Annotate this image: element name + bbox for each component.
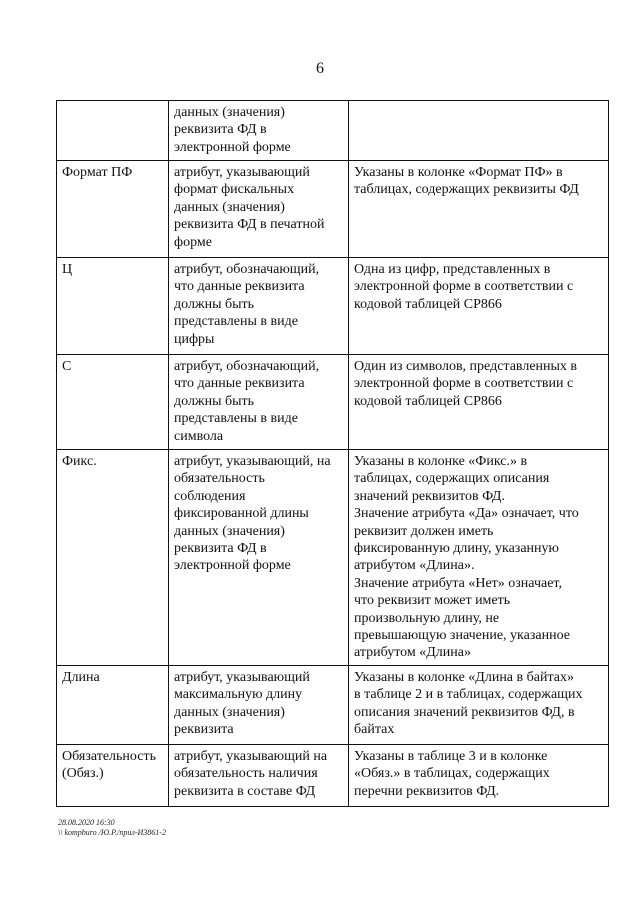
attribute-name-cell: Ц (57, 258, 169, 355)
attribute-name-cell (57, 101, 169, 161)
attribute-notes-cell: Указаны в таблице 3 и в колонке «Обяз.» в таблицах, содержащих перечни реквизитов ФД. (349, 744, 609, 806)
attribute-name-cell: Фикс. (57, 450, 169, 666)
attribute-description-cell: атрибут, указывающий, на обязательность соблюдения фиксированной длины данных (значения) реквизита ФД в электронной форме (169, 450, 349, 666)
attribute-description-cell: данных (значения) реквизита ФД в электронной форме (169, 101, 349, 161)
footer-file-path: \\ kompburo /Ю.Р./прил-И3861-2 (58, 828, 166, 837)
attribute-name-cell: Обязательность (Обяз.) (57, 744, 169, 806)
attribute-notes-cell: Указаны в колонке «Фикс.» в таблицах, содержащих описания значений реквизитов ФД. Значение атрибута «Да» означает, что реквизит должен иметь фиксированную длину, указанную атрибутом «Длина». Значение атрибута «Нет» означает, что реквизит может иметь произвольную длину, не превышающую значение, указанное атрибутом «Длина» (349, 450, 609, 666)
attribute-name-cell: С (57, 355, 169, 450)
table-row (57, 258, 609, 355)
table-row (57, 450, 609, 666)
document-footer (58, 818, 166, 838)
attribute-description-cell: атрибут, указывающий формат фискальных данных (значения) реквизита ФД в печатной форме (169, 161, 349, 258)
attribute-name-cell: Длина (57, 665, 169, 744)
table-row (57, 744, 609, 806)
attribute-name-cell: Формат ПФ (57, 161, 169, 258)
attribute-notes-cell: Один из символов, представленных в электронной форме в соответствии с кодовой таблицей CP866 (349, 355, 609, 450)
attribute-notes-cell (349, 101, 609, 161)
attribute-notes-cell: Указаны в колонке «Длина в байтах» в таблице 2 и в таблицах, содержащих описания значений реквизитов ФД, в байтах (349, 665, 609, 744)
attribute-notes-cell: Одна из цифр, представленных в электронной форме в соответствии с кодовой таблицей CP866 (349, 258, 609, 355)
page-number: 6 (316, 60, 324, 77)
table-row (57, 101, 609, 161)
table-row (57, 161, 609, 258)
attribute-description-cell: атрибут, обозначающий, что данные реквизита должны быть представлены в виде цифры (169, 258, 349, 355)
attribute-notes-cell: Указаны в колонке «Формат ПФ» в таблицах, содержащих реквизиты ФД (349, 161, 609, 258)
table-row (57, 665, 609, 744)
attribute-description-cell: атрибут, указывающий на обязательность наличия реквизита в составе ФД (169, 744, 349, 806)
attributes-table (56, 100, 609, 807)
attribute-description-cell: атрибут, обозначающий, что данные реквизита должны быть представлены в виде символа (169, 355, 349, 450)
attribute-description-cell: атрибут, указывающий максимальную длину данных (значения) реквизита (169, 665, 349, 744)
footer-timestamp: 28.08.2020 16:30 (58, 818, 115, 827)
table-row (57, 355, 609, 450)
